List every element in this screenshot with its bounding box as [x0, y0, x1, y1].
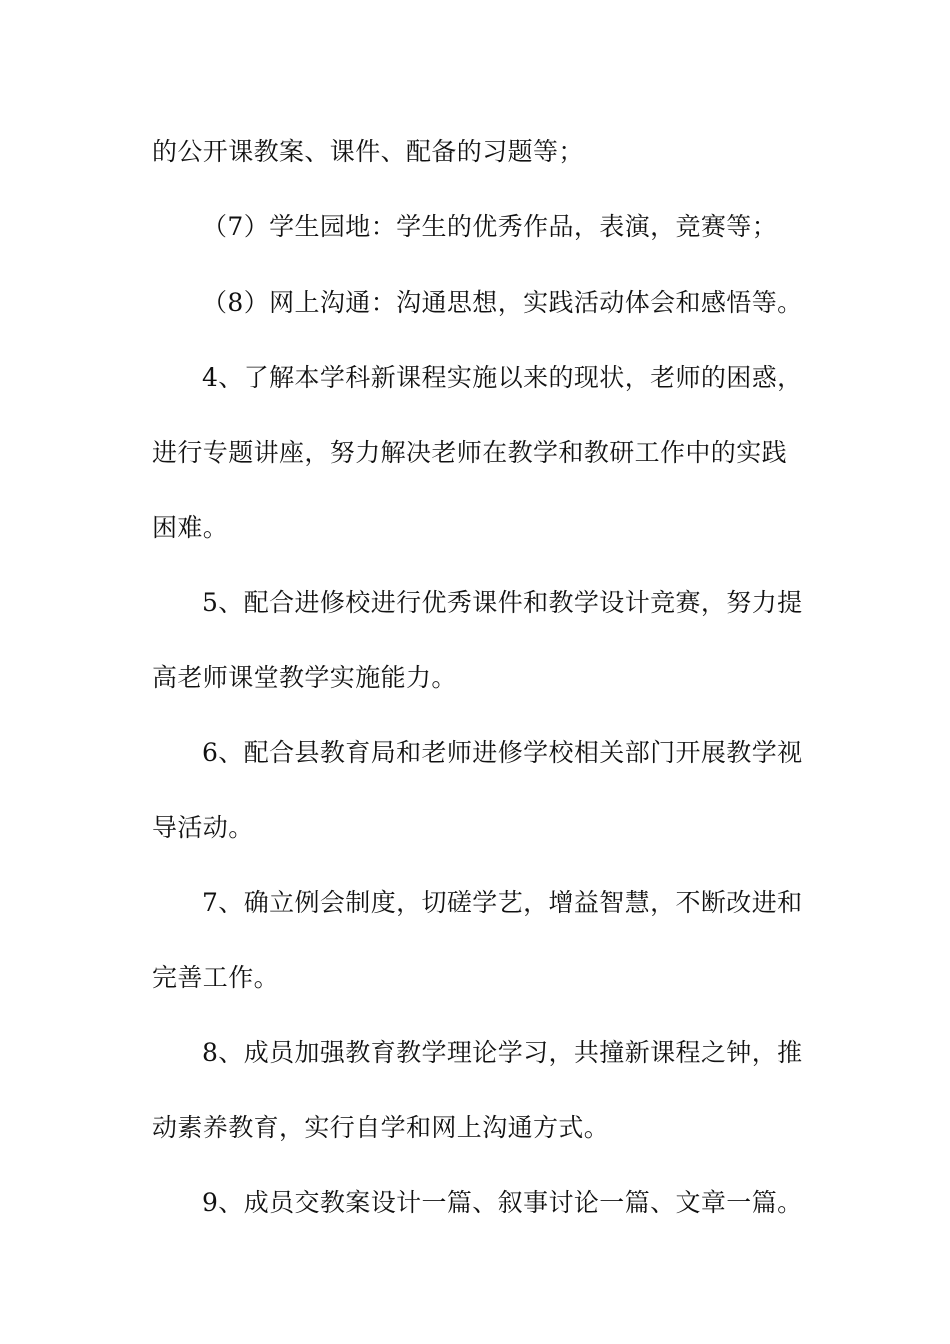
text-line: （7）学生园地：学生的优秀作品，表演，竞赛等； — [202, 212, 778, 241]
text-line: 4、了解本学科新课程实施以来的现状，老师的困惑， — [202, 363, 803, 392]
text-line: 动素养教育，实行自学和网上沟通方式。 — [152, 1113, 610, 1142]
text-line: 导活动。 — [152, 813, 254, 842]
text-line: 困难。 — [152, 513, 229, 542]
text-line: （8）网上沟通：沟通思想，实践活动体会和感悟等。 — [202, 288, 803, 317]
text-line: 9、成员交教案设计一篇、叙事讨论一篇、文章一篇。 — [202, 1188, 803, 1217]
text-line: 7、确立例会制度，切磋学艺，增益智慧，不断改进和 — [202, 888, 803, 917]
text-line: 的公开课教案、课件、配备的习题等； — [152, 137, 584, 166]
text-line: 完善工作。 — [152, 963, 280, 992]
text-line: 5、配合进修校进行优秀课件和教学设计竞赛，努力提 — [202, 588, 803, 617]
text-line: 8、成员加强教育教学理论学习，共撞新课程之钟，推 — [202, 1038, 803, 1067]
text-line: 进行专题讲座，努力解决老师在教学和教研工作中的实践 — [152, 438, 788, 467]
text-line: 6、配合县教育局和老师进修学校相关部门开展教学视 — [202, 738, 803, 767]
text-line: 高老师课堂教学实施能力。 — [152, 663, 457, 692]
